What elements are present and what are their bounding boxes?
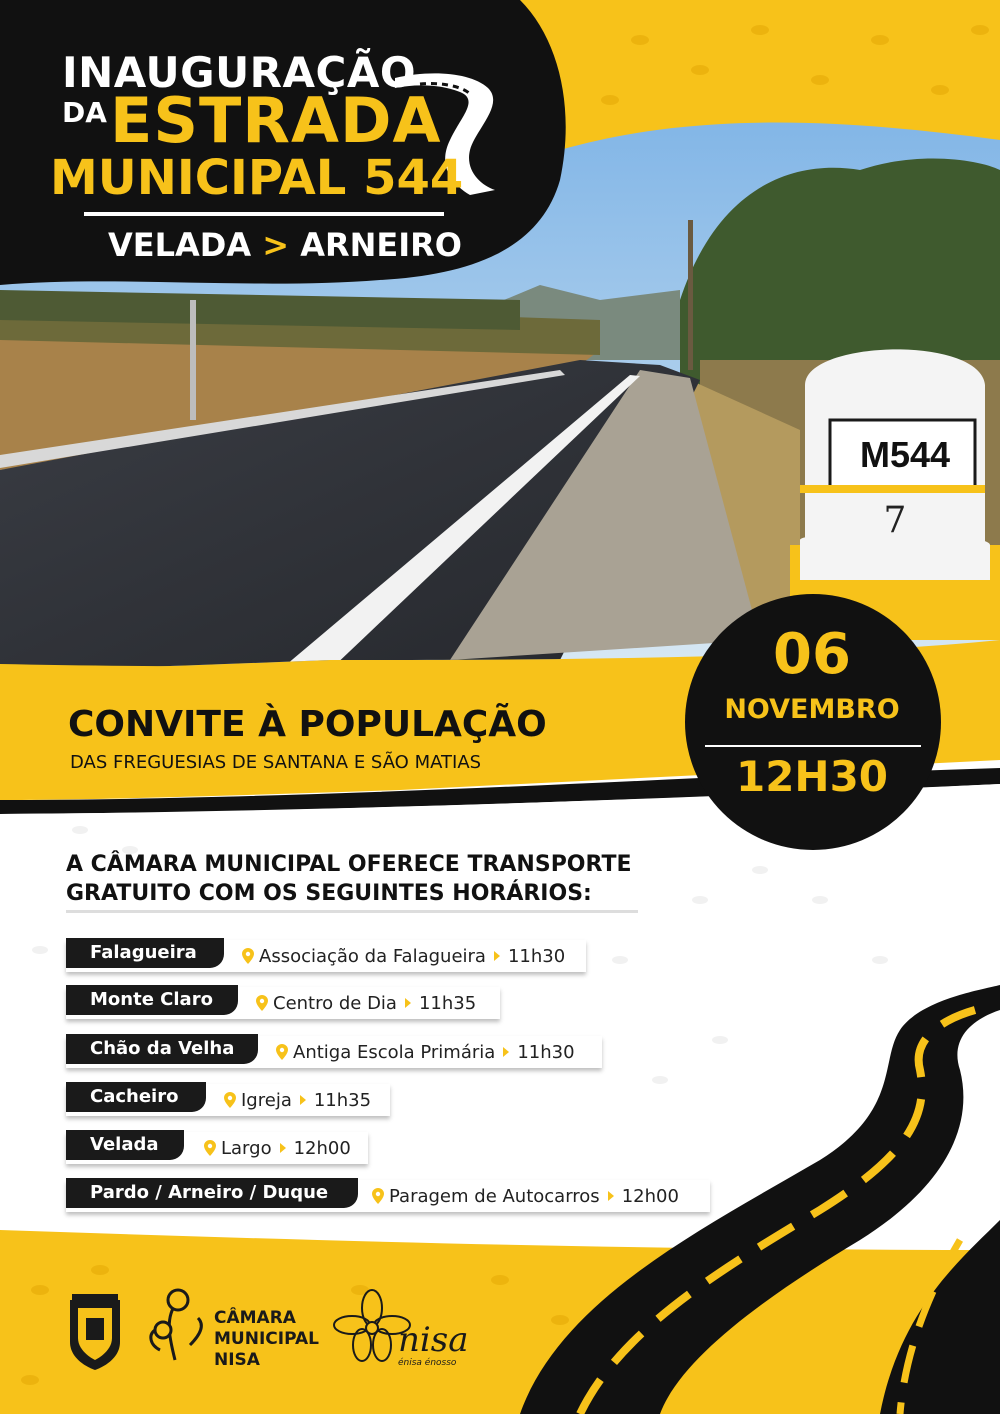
location-pin-icon — [224, 1092, 236, 1108]
date-time: 12H30 — [735, 752, 889, 801]
arrow-right-icon — [608, 1191, 614, 1201]
schedule-detail — [276, 1038, 575, 1068]
route-arrow: > — [262, 226, 290, 264]
milestone-number: 7 — [883, 500, 907, 541]
location-pin-icon — [256, 995, 268, 1011]
schedule-time: 12h00 — [621, 1186, 679, 1207]
schedule-place: Chão da Velha — [66, 1034, 258, 1064]
transport-line1: A CÂMARA MUNICIPAL OFERECE TRANSPORTE — [66, 852, 632, 877]
schedule-place: Falagueira — [66, 938, 224, 968]
title-line2: ESTRADA — [110, 84, 442, 157]
route-to: ARNEIRO — [300, 226, 462, 264]
schedule-detail — [242, 942, 565, 972]
cm-line1: CÂMARA — [214, 1308, 296, 1328]
title-line1: INAUGURAÇÃO — [62, 48, 417, 97]
title-da: DA — [62, 96, 107, 129]
invitation-title: CONVITE À POPULAÇÃO — [68, 704, 547, 745]
date-month: NOVEMBRO — [724, 694, 900, 725]
location-pin-icon — [204, 1140, 216, 1156]
arrow-right-icon — [280, 1143, 286, 1153]
transport-heading — [66, 850, 666, 908]
invitation-subtitle: DAS FREGUESIAS DE SANTANA E SÃO MATIAS — [70, 752, 482, 773]
route-from: VELADA — [108, 226, 252, 264]
cm-line2: MUNICIPAL — [214, 1329, 319, 1349]
title-divider — [84, 212, 444, 216]
schedule-stop: Igreja — [241, 1090, 292, 1111]
schedule-place: Cacheiro — [66, 1082, 206, 1112]
nisa-wordmark: nisa — [398, 1320, 469, 1360]
schedule-stop: Antiga Escola Primária — [293, 1042, 496, 1063]
schedule-stop: Centro de Dia — [273, 993, 397, 1014]
camara-municipal-logo-text — [214, 1308, 319, 1371]
cm-line3: NISA — [214, 1350, 260, 1370]
location-pin-icon — [242, 948, 254, 964]
schedule-time: 11h30 — [507, 946, 566, 967]
route — [108, 226, 462, 264]
schedule-detail — [256, 989, 476, 1019]
schedule-detail — [224, 1086, 371, 1116]
location-pin-icon — [276, 1044, 288, 1060]
schedule-time: 12h00 — [293, 1138, 351, 1159]
municipal-coat-of-arms — [70, 1294, 120, 1370]
schedule-time: 11h35 — [418, 993, 477, 1014]
schedule-stop: Paragem de Autocarros — [389, 1186, 600, 1207]
schedule-time: 11h30 — [517, 1042, 575, 1063]
title-line3: MUNICIPAL 544 — [50, 150, 464, 206]
arrow-right-icon — [405, 998, 411, 1008]
arrow-right-icon — [494, 951, 500, 961]
schedule-detail — [204, 1134, 351, 1164]
transport-line2: GRATUITO COM OS SEGUINTES HORÁRIOS: — [66, 881, 592, 906]
milestone-code: M544 — [859, 434, 951, 475]
schedule-place: Monte Claro — [66, 985, 238, 1015]
schedule-place: Velada — [66, 1130, 184, 1160]
location-pin-icon — [372, 1188, 384, 1204]
schedule-place: Pardo / Arneiro / Duque — [66, 1178, 358, 1208]
schedule-detail — [372, 1182, 679, 1212]
schedule-time: 11h35 — [313, 1090, 372, 1111]
schedule-stop: Associação da Falagueira — [259, 946, 486, 967]
arrow-right-icon — [300, 1095, 306, 1105]
nisa-tagline: énisa énosso — [398, 1358, 457, 1368]
date-day: 06 — [773, 622, 851, 687]
arrow-right-icon — [503, 1047, 509, 1057]
schedule-stop: Largo — [221, 1138, 272, 1159]
